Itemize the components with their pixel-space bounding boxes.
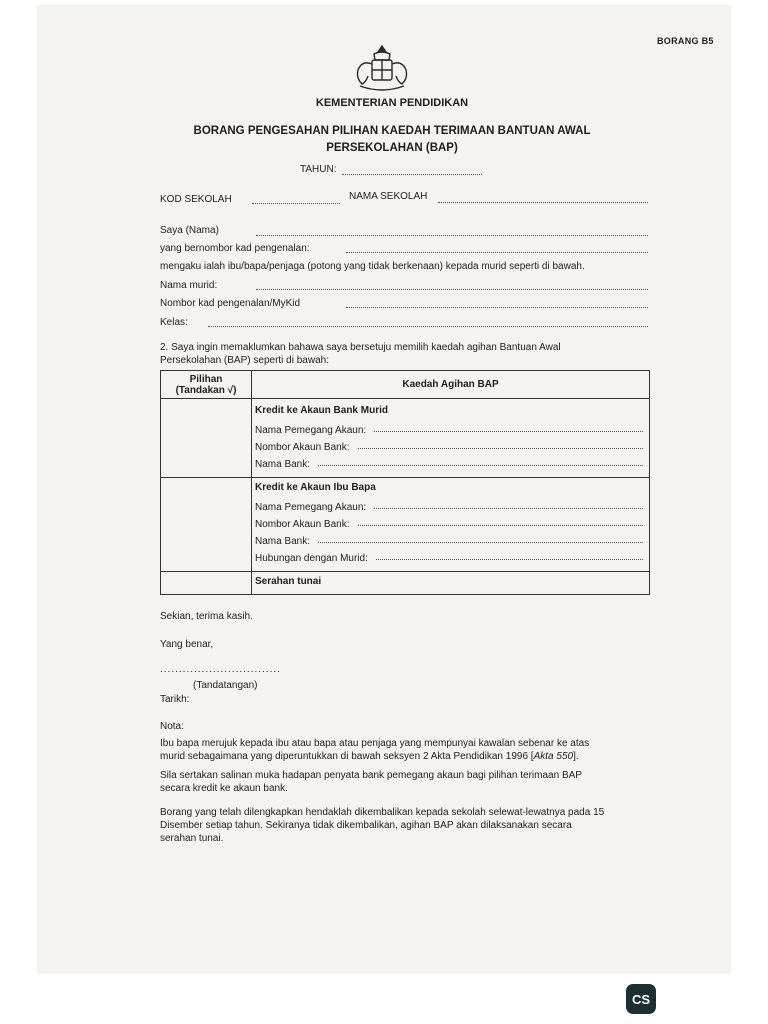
pengakuan-text: mengaku ialah ibu/bapa/penjaga (potong yang tidak berkenaan) kepada murid seperti di bawah. (160, 261, 585, 272)
camscanner-badge: CS (626, 984, 656, 1014)
kelas-field[interactable] (208, 326, 648, 327)
tarikh-label: Tarikh: (160, 694, 190, 705)
kod-sekolah-label: KOD SEKOLAH (160, 194, 232, 205)
tandatangan-label: (Tandatangan) (193, 680, 258, 691)
kaedah-serahan-tunai: Serahan tunai (252, 572, 650, 595)
mykid-field[interactable] (346, 307, 648, 308)
nota-3: Borang yang telah dilengkapkan hendaklah dikembalikan kepada sekolah selewat-lewatnya pada 15 Disember setiap tahun. Sekiranya tidak dikembalikan, agihan BAP akan dilaksanakan secara serahan tunai. (160, 807, 605, 844)
nama-sekolah-label: NAMA SEKOLAH (349, 191, 428, 202)
nama-sekolah-field[interactable] (438, 202, 648, 203)
paragraph-2: 2. Saya ingin memaklumkan bahawa saya bersetuju memilih kaedah agihan Bantuan Awal Persekolahan (BAP) seperti di bawah: (160, 342, 561, 366)
ibu-bapa-pemegang-akaun[interactable]: Nama Pemegang Akaun: (252, 496, 649, 513)
kaedah-ibu-bapa: Kredit ke Akaun Ibu Bapa Nama Pemegang Akaun: Nombor Akaun Bank: Nama Bank: Hubungan dengan Murid: (252, 478, 650, 572)
signature-line[interactable]: ................................ (160, 664, 281, 675)
kad-pengenalan-label: yang bernombor kad pengenalan: (160, 243, 310, 254)
kaedah-agihan-table (160, 370, 650, 595)
form-code: BORANG B5 (657, 36, 714, 46)
pilihan-checkbox-bank-murid[interactable] (161, 399, 252, 478)
ibu-bapa-hubungan[interactable]: Hubungan dengan Murid: (252, 547, 649, 564)
table-row (161, 572, 650, 595)
ibu-bapa-nombor-akaun[interactable]: Nombor Akaun Bank: (252, 513, 649, 530)
bank-murid-nama-bank[interactable]: Nama Bank: (252, 453, 649, 470)
kelas-label: Kelas: (160, 317, 188, 328)
nama-field[interactable] (256, 235, 648, 236)
nama-label: Saya (Nama) (160, 225, 219, 236)
bank-murid-pemegang-akaun[interactable]: Nama Pemegang Akaun: (252, 419, 649, 436)
table-header-row (161, 371, 650, 399)
table-row (161, 478, 650, 572)
nama-murid-field[interactable] (256, 289, 648, 290)
kad-pengenalan-field[interactable] (346, 252, 648, 253)
mykid-label: Nombor kad pengenalan/MyKid (160, 298, 301, 309)
pilihan-checkbox-serahan-tunai[interactable] (161, 572, 252, 595)
nota-1: Ibu bapa merujuk kepada ibu atau bapa atau penjaga yang mempunyai kawalan sebenar ke atas murid sebagaimana yang diperuntukkan di bawah seksyen 2 Akta Pendidikan 1996 [Akta 550]. (160, 738, 590, 762)
tahun-field[interactable] (342, 174, 482, 175)
tahun-label: TAHUN: (300, 164, 337, 175)
nota-title: Nota: (160, 721, 184, 732)
ministry-name: KEMENTERIAN PENDIDIKAN (315, 97, 469, 109)
kaedah-header: Kaedah Agihan BAP (252, 371, 650, 399)
pilihan-checkbox-ibu-bapa[interactable] (161, 478, 252, 572)
form-title: BORANG PENGESAHAN PILIHAN KAEDAH TERIMAAN BANTUAN AWAL PERSEKOLAHAN (BAP) (193, 125, 591, 154)
coat-of-arms-logo (346, 42, 418, 94)
nama-murid-label: Nama murid: (160, 280, 218, 291)
kod-sekolah-field[interactable] (252, 203, 340, 204)
closing-text: Sekian, terima kasih. (160, 611, 253, 622)
yang-benar-text: Yang benar, (160, 639, 214, 650)
kaedah-bank-murid: Kredit ke Akaun Bank Murid Nama Pemegang Akaun: Nombor Akaun Bank: Nama Bank: (252, 399, 650, 478)
ibu-bapa-nama-bank[interactable]: Nama Bank: (252, 530, 649, 547)
bank-murid-nombor-akaun[interactable]: Nombor Akaun Bank: (252, 436, 649, 453)
nota-2: Sila sertakan salinan muka hadapan penyata bank pemegang akaun bagi pilihan terimaan BAP secara kredit ke akaun bank. (160, 770, 582, 794)
table-row (161, 399, 650, 478)
pilihan-header: Pilihan (Tandakan √) (161, 371, 252, 399)
